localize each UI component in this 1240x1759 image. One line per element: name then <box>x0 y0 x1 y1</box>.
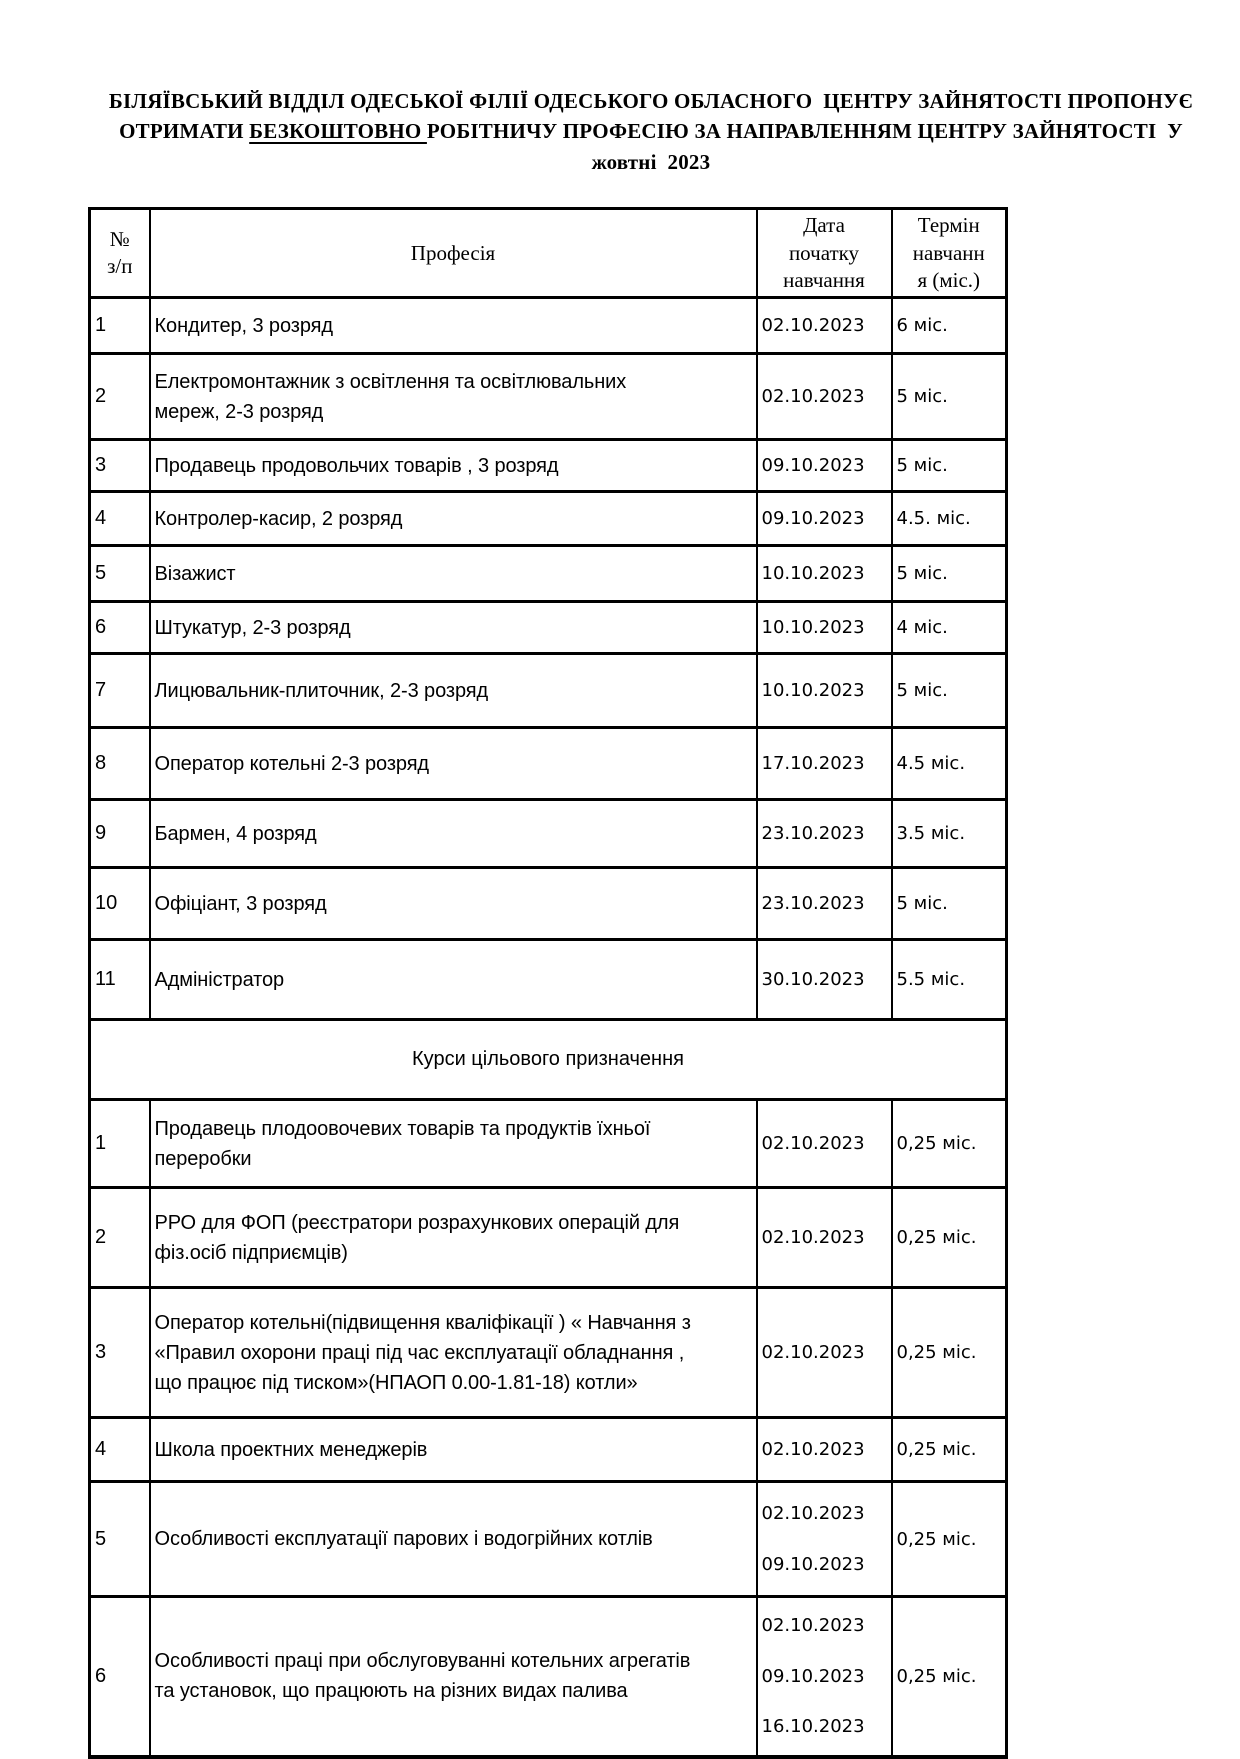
row-number-cell: 3 <box>90 1288 150 1418</box>
row-number-cell: 2 <box>90 1188 150 1288</box>
row-number-cell: 10 <box>90 868 150 940</box>
table-row <box>90 1597 1007 1757</box>
term-cell: 0,25 міс. <box>892 1100 1007 1188</box>
profession-cell: Штукатур, 2-3 розряд <box>150 602 757 654</box>
row-number-cell: 9 <box>90 800 150 868</box>
start-date-cell: 02.10.2023 <box>757 1100 892 1188</box>
title-underlined-text: БЕЗКОШТОВНО <box>249 119 427 144</box>
table-row <box>90 298 1007 354</box>
document-title <box>92 86 1210 177</box>
term-cell: 5 міс. <box>892 440 1007 492</box>
row-number-cell: 4 <box>90 492 150 546</box>
profession-cell: Електромонтажник з освітлення та освітлювальних мереж, 2-3 розряд <box>150 354 757 440</box>
table-row <box>90 1100 1007 1188</box>
term-cell: 4.5 міс. <box>892 728 1007 800</box>
profession-cell: Візажист <box>150 546 757 602</box>
profession-cell: Особливості експлуатації парових і водогрійних котлів <box>150 1482 757 1597</box>
table-row <box>90 440 1007 492</box>
section-title-row <box>90 1020 1007 1100</box>
row-number-cell: 3 <box>90 440 150 492</box>
table-row <box>90 728 1007 800</box>
profession-cell: Оператор котельні(підвищення кваліфікації ) « Навчання з «Правил охорони праці під час експлуатації обладнання , що працює під тиском»(НПАОП 0.00-1.81-18) котли» <box>150 1288 757 1418</box>
start-date-cell: 23.10.2023 <box>757 800 892 868</box>
row-number-cell: 6 <box>90 602 150 654</box>
start-date-cell: 10.10.2023 <box>757 654 892 728</box>
start-date-cell: 02.10.2023 <box>757 1418 892 1482</box>
term-cell: 5 міс. <box>892 354 1007 440</box>
term-cell: 5.5 міс. <box>892 940 1007 1020</box>
document-title-line-3: жовтні 2023 <box>591 149 711 174</box>
start-date-cell: 09.10.2023 <box>757 492 892 546</box>
table-row <box>90 546 1007 602</box>
profession-cell: Кондитер, 3 розряд <box>150 298 757 354</box>
start-date-cell: 02.10.2023 <box>757 298 892 354</box>
profession-cell: Бармен, 4 розряд <box>150 800 757 868</box>
title-text-before: ОТРИМАТИ <box>119 119 250 144</box>
start-date-cell: 30.10.2023 <box>757 940 892 1020</box>
row-number-cell: 4 <box>90 1418 150 1482</box>
table-row <box>90 654 1007 728</box>
title-text-after: РОБІТНИЧУ ПРОФЕСІЮ ЗА НАПРАВЛЕННЯМ ЦЕНТРУ ЗАЙНЯТОСТІ У <box>426 119 1183 144</box>
start-date-cell: 02.10.2023 <box>757 1288 892 1418</box>
profession-cell: РРО для ФОП (реєстратори розрахункових операцій для фіз.осіб підприємців) <box>150 1188 757 1288</box>
term-cell: 0,25 міс. <box>892 1597 1007 1757</box>
header-term: Термін навчанн я (міс.) <box>892 209 1007 298</box>
row-number-cell: 8 <box>90 728 150 800</box>
term-cell: 0,25 міс. <box>892 1482 1007 1597</box>
term-cell: 6 міс. <box>892 298 1007 354</box>
header-row-number: № з/п <box>90 209 150 298</box>
start-date-cell: 02.10.2023 <box>757 354 892 440</box>
table-row <box>90 492 1007 546</box>
term-cell: 5 міс. <box>892 654 1007 728</box>
row-number-cell: 7 <box>90 654 150 728</box>
row-number-cell: 1 <box>90 298 150 354</box>
start-date-cell: 02.10.2023 <box>757 1188 892 1288</box>
document-title-line-2 <box>92 116 1210 146</box>
profession-cell: Офіціант, 3 розряд <box>150 868 757 940</box>
profession-cell: Особливості праці при обслуговуванні котельних агрегатів та установок, що працюють на різних видах палива <box>150 1597 757 1757</box>
table-row <box>90 1188 1007 1288</box>
table-row <box>90 1288 1007 1418</box>
start-date-cell: 09.10.2023 <box>757 440 892 492</box>
profession-cell: Лицювальник-плиточник, 2-3 розряд <box>150 654 757 728</box>
table-row <box>90 800 1007 868</box>
table-row <box>90 1418 1007 1482</box>
row-number-cell: 11 <box>90 940 150 1020</box>
table-header-row <box>90 209 1007 298</box>
row-number-cell: 5 <box>90 1482 150 1597</box>
term-cell: 5 міс. <box>892 546 1007 602</box>
term-cell: 4.5. міс. <box>892 492 1007 546</box>
profession-cell: Оператор котельні 2-3 розряд <box>150 728 757 800</box>
start-date-cell: 10.10.2023 <box>757 602 892 654</box>
term-cell: 0,25 міс. <box>892 1418 1007 1482</box>
profession-cell: Школа проектних менеджерів <box>150 1418 757 1482</box>
table-row <box>90 1482 1007 1597</box>
start-date-cell: 23.10.2023 <box>757 868 892 940</box>
header-start-date: Дата початку навчання <box>757 209 892 298</box>
profession-cell: Адміністратор <box>150 940 757 1020</box>
profession-cell: Контролер-касир, 2 розряд <box>150 492 757 546</box>
row-number-cell: 5 <box>90 546 150 602</box>
document-title-line-1: БІЛЯЇВСЬКИЙ ВІДДІЛ ОДЕСЬКОЇ ФІЛІЇ ОДЕСЬКОГО ОБЛАСНОГО ЦЕНТРУ ЗАЙНЯТОСТІ ПРОПОНУЄ <box>108 89 1194 113</box>
table-row <box>90 602 1007 654</box>
start-date-cell: 02.10.2023 09.10.2023 <box>757 1482 892 1597</box>
term-cell: 0,25 міс. <box>892 1288 1007 1418</box>
term-cell: 5 міс. <box>892 868 1007 940</box>
start-date-cell: 10.10.2023 <box>757 546 892 602</box>
row-number-cell: 2 <box>90 354 150 440</box>
table-row <box>90 868 1007 940</box>
header-profession: Професія <box>150 209 757 298</box>
courses-table <box>88 207 1008 1758</box>
row-number-cell: 6 <box>90 1597 150 1757</box>
term-cell: 0,25 міс. <box>892 1188 1007 1288</box>
start-date-cell: 02.10.2023 09.10.2023 16.10.2023 <box>757 1597 892 1757</box>
section-title-cell: Курси цільового призначення <box>90 1020 1007 1100</box>
table-row <box>90 940 1007 1020</box>
table-row <box>90 354 1007 440</box>
profession-cell: Продавець плодоовочевих товарів та продуктів їхньої переробки <box>150 1100 757 1188</box>
term-cell: 4 міс. <box>892 602 1007 654</box>
row-number-cell: 1 <box>90 1100 150 1188</box>
profession-cell: Продавець продовольчих товарів , 3 розряд <box>150 440 757 492</box>
start-date-cell: 17.10.2023 <box>757 728 892 800</box>
term-cell: 3.5 міс. <box>892 800 1007 868</box>
